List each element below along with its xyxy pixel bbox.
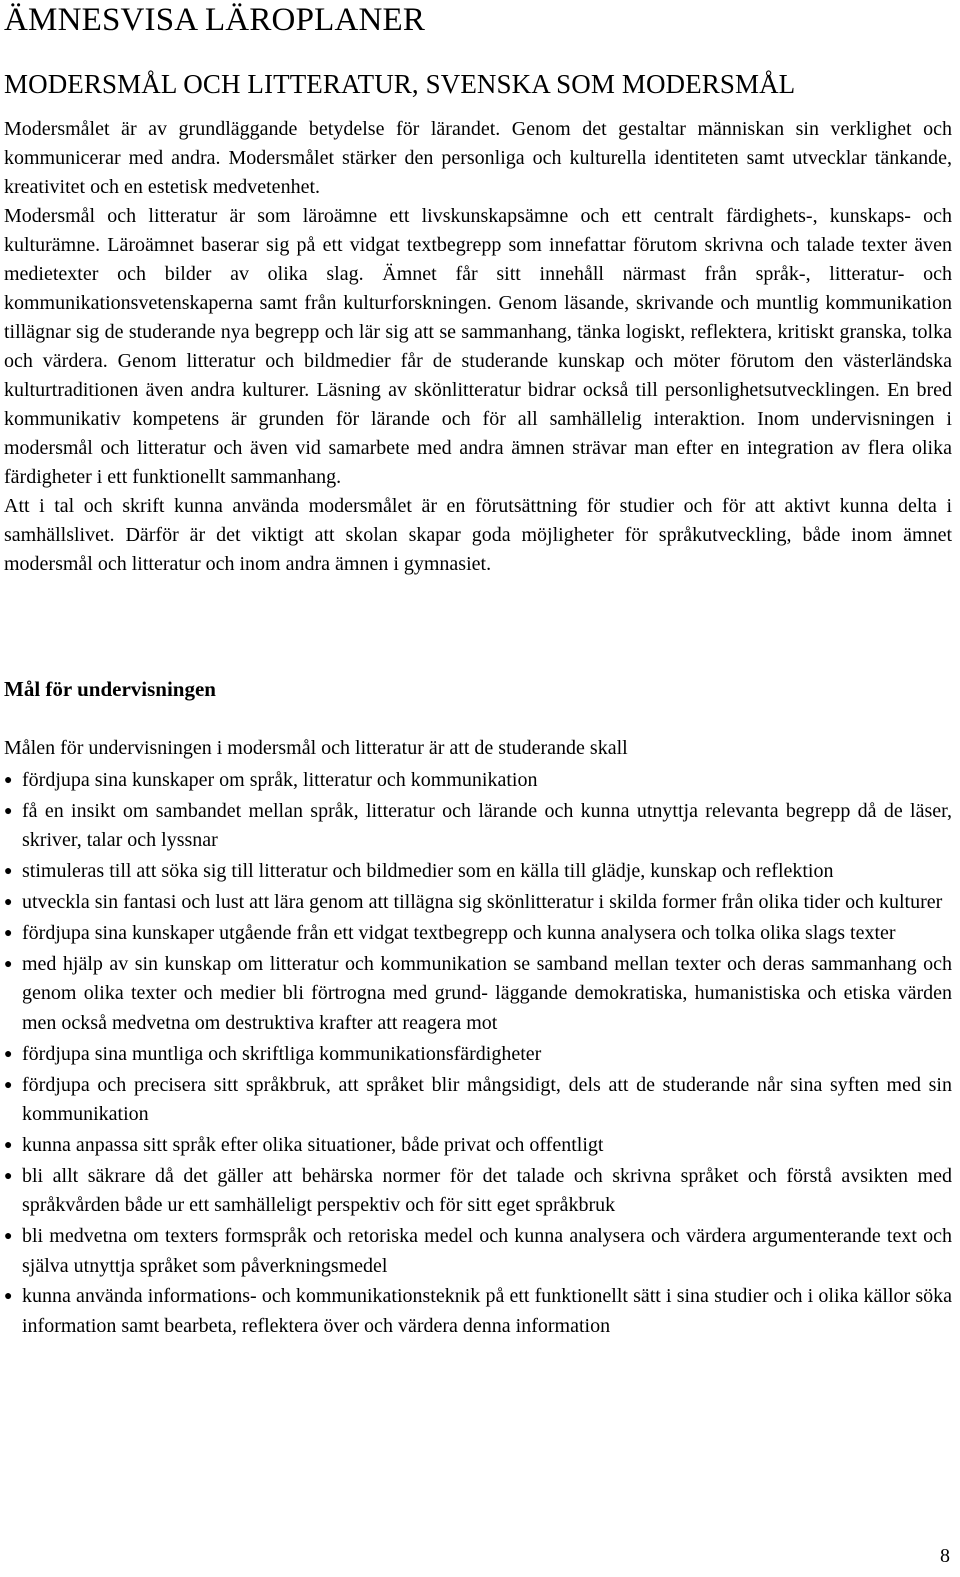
list-item-text: fördjupa och precisera sitt språkbruk, att språket blir mångsidigt, dels att de studerande når sina syften med sin kommunikation — [22, 1073, 952, 1125]
list-item — [4, 857, 952, 886]
goals-intro: Målen för undervisningen i modersmål och litteratur är att de studerande skall — [4, 737, 628, 759]
list-item — [4, 1040, 952, 1069]
paragraph: Modersmålet är av grundläggande betydelse för lärandet. Genom det gestaltar människan sin verklighet och kommunicerar med andra. Modersmålet stärker den personliga och kulturella identiteten samt utvecklar tänkande, kreativitet och en estetisk medvetenhet. — [4, 118, 952, 198]
list-item-text: bli medvetna om texters formspråk och retoriska medel och kunna analysera och värdera argumenterande text och själva utnyttja språket som påverkningsmedel — [22, 1225, 952, 1277]
list-item — [4, 1162, 952, 1221]
bullet-icon: ● — [4, 1168, 13, 1184]
subject-title: MODERSMÅL OCH LITTERATUR, SVENSKA SOM MODERSMÅL — [4, 69, 796, 99]
bullet-icon: ● — [4, 1077, 13, 1093]
list-item-text: få en insikt om sambandet mellan språk, litteratur och lärande och kunna utnyttja relevanta begrepp då de läser, skriver, talar och lyssnar — [22, 799, 952, 852]
paragraph: Att i tal och skrift kunna använda modersmålet är en förutsättning för studier och för att aktivt kunna delta i samhällslivet. Därför är det viktigt att skolan skapar goda möjligheter för språkutveckling, både inom ämnet modersmål och litteratur och inom andra ämnen i gymnasiet. — [4, 495, 952, 575]
bullet-icon: ● — [4, 895, 13, 911]
bullet-icon: ● — [4, 1289, 13, 1305]
bullet-icon: ● — [4, 1137, 13, 1153]
section-heading: Mål för undervisningen — [4, 677, 216, 701]
list-item — [4, 888, 952, 917]
list-item — [4, 1131, 952, 1160]
goals-list — [4, 766, 952, 1343]
list-item-text: fördjupa sina kunskaper om språk, litteratur och kommunikation — [22, 769, 538, 791]
list-item — [4, 1282, 952, 1341]
list-item-text: kunna använda informations- och kommunikationsteknik på ett funktionellt sätt i sina studier och i olika källor söka information samt bearbeta, reflektera över och värdera denna information — [22, 1285, 952, 1337]
main-title: ÄMNESVISA LÄROPLANER — [4, 2, 426, 38]
bullet-icon: ● — [4, 803, 13, 819]
list-item — [4, 919, 952, 948]
list-item-text: med hjälp av sin kunskap om litteratur och kommunikation se samband mellan texter och deras sammanhang och genom olika texter och medier bli förtrogna med grund- läggande demokratiska, humanistiska och etiska värden men också medvetna om destruktiva krafter att reagera mot — [22, 952, 952, 1034]
list-item — [4, 766, 952, 795]
list-item-text: stimuleras till att söka sig till litteratur och bildmedier som en källa till glädje, kunskap och reflektion — [22, 860, 834, 883]
list-item — [4, 797, 952, 856]
list-item-text: bli allt säkrare då det gäller att behärska normer för det talade och skrivna språket och förstå avsikten med språkvården både ur ett samhälleligt perspektiv och för sitt eget språkbruk — [22, 1164, 952, 1217]
page-number: 8 — [940, 1545, 950, 1567]
list-item-text: utveckla sin fantasi och lust att lära genom att tillägna sig skönlitteratur i skilda former från olika tider och kulturer — [22, 891, 943, 914]
bullet-icon: ● — [4, 1046, 13, 1062]
list-item-text: fördjupa sina muntliga och skriftliga kommunikationsfärdigheter — [22, 1042, 542, 1065]
paragraph: Modersmål och litteratur är som läroämne ett livskunskapsämne och ett centralt färdighets-, kunskaps- och kulturämne. Läroämnet baserar sig på ett vidgat textbegrepp som innefattar förutom skrivna och talade texter även medietexter och bilder av olika slag. Ämnet får sitt innehåll närmast från språk-, litteratur- och kommunikationsvetenskaperna samt från kulturforskningen. Genom läsande, skrivande och muntlig kommunikation tillägnar sig de studerande nya begrepp och lär sig att se sammanhang, tänka logiskt, reflektera, kritiskt granska, tolka och värdera. Genom litteratur och bildmedier får de studerande kunskap och möter förutom den västerländska kulturtraditionen även andra kulturer. Läsning av skönlitteratur bidrar också till personlighetsutvecklingen. En bred kommunikativ kompetens är grunden för lärande och för all samhällelig interaktion. Inom undervisningen i modersmål och litteratur och även vid samarbete med andra ämnen strävar man efter en integration av flera olika färdigheter i ett funktionellt sammanhang. — [4, 205, 952, 488]
bullet-icon: ● — [4, 956, 13, 972]
list-item — [4, 1071, 952, 1130]
bullet-icon: ● — [4, 1229, 13, 1245]
bullet-icon: ● — [4, 926, 13, 942]
list-item-text: fördjupa sina kunskaper utgående från ett vidgat textbegrepp och kunna analysera och tolka olika slags texter — [22, 922, 896, 945]
list-item-text: kunna anpassa sitt språk efter olika situationer, både privat och offentligt — [22, 1133, 604, 1156]
list-item — [4, 1222, 952, 1281]
list-item — [4, 950, 952, 1038]
intro-body — [4, 115, 952, 579]
bullet-icon: ● — [4, 864, 13, 880]
bullet-icon: ● — [4, 773, 13, 788]
